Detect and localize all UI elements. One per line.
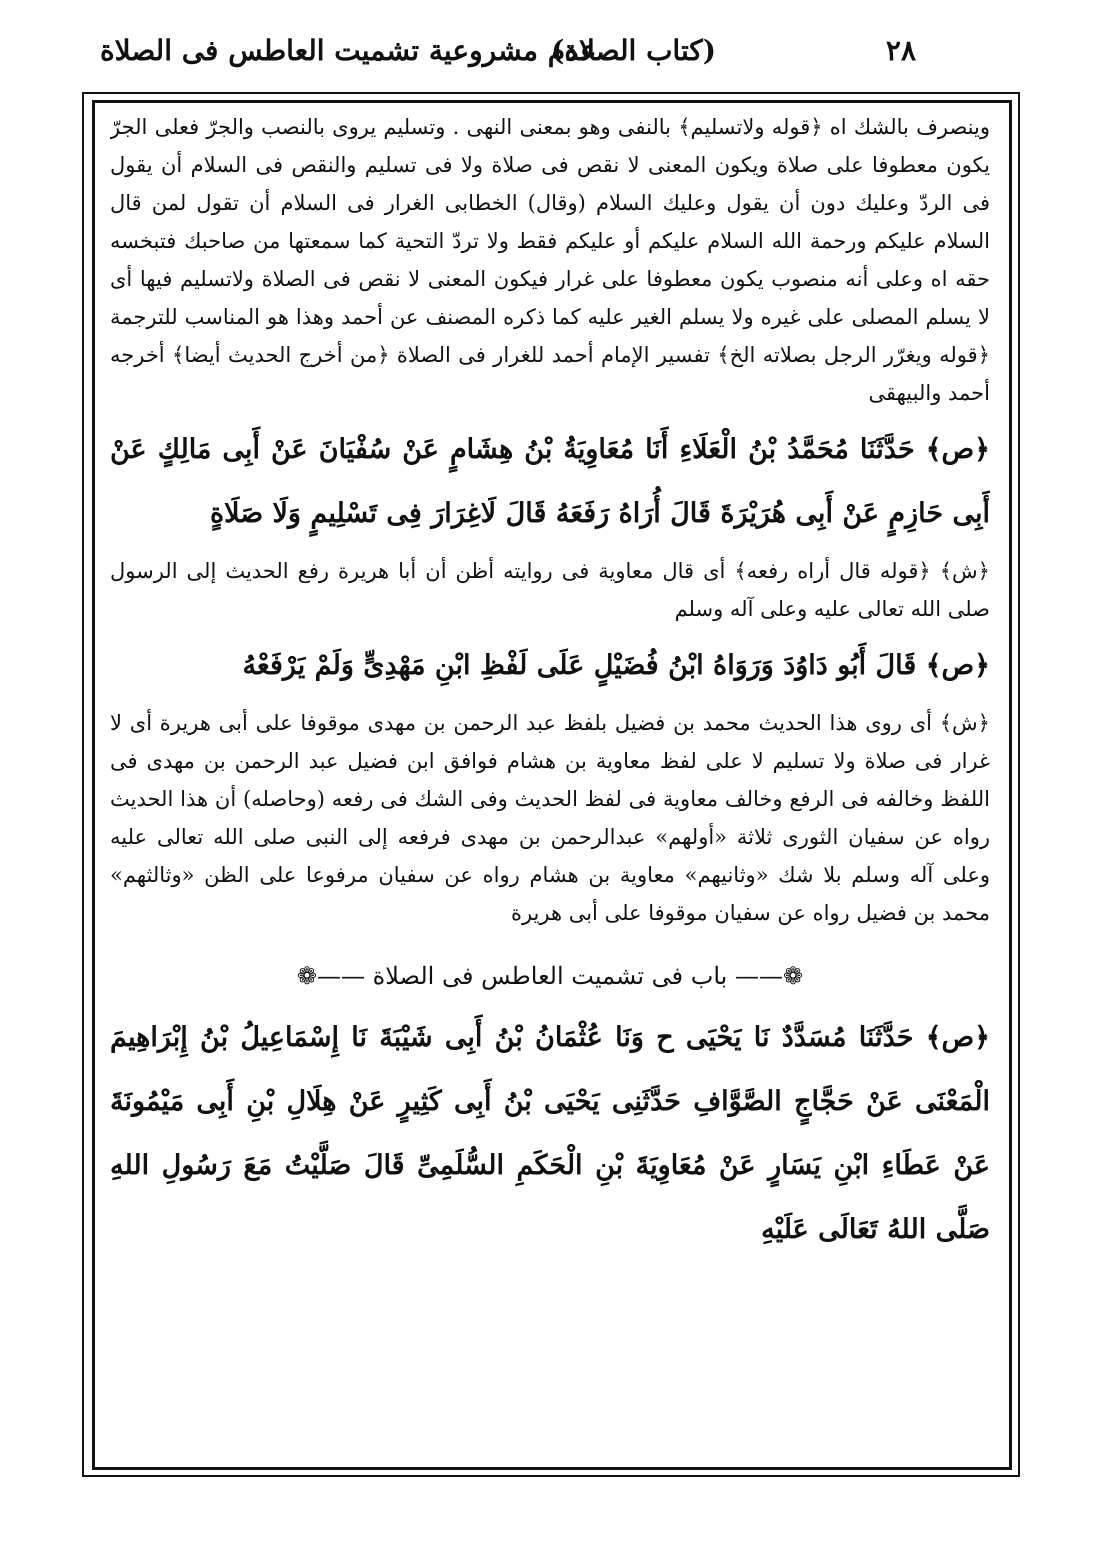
chapter-title: عدم مشروعية تشميت العاطس فى الصلاة bbox=[100, 34, 597, 67]
chapter-divider bbox=[110, 956, 990, 996]
commentary-paragraph: وينصرف بالشك اه ﴿قوله ولاتسليم﴾ بالنفى وهو بمعنى النهى . وتسليم يروى بالنصب والجرّ فعلى الجرّ يكون معطوفا على صلاة ويكون المعنى لا نقص فى صلاة ولا فى تسليم والنقص فى السلام أن يقول فى الردّ وعليك دون أن يقول وعليك السلام (وقال) الخطابى الغرار فى السلام أن تقول لمن قال السلام عليكم ورحمة الله السلام عليكم أو عليكم فقط ولا تردّ التحية كما سمعتها من صاحبك فتبخسه حقه اه وعلى أنه منصوب يكون معطوفا على غرار فيكون المعنى لا نقص فى الصلاة ولاتسليم فيها أى لا يسلم المصلى على غيره ولا يسلم الغير عليه كما ذكره المصنف عن أحمد وهذا هو المناسب للترجمة ﴿قوله ويغرّر الرجل بصلاته الخ﴾ تفسير الإمام أحمد للغرار فى الصلاة ﴿من أخرج الحديث أيضا﴾ أخرجه أحمد والبيهقى bbox=[110, 115, 990, 405]
hadith-paragraph: ﴿ص﴾ حَدَّثَنَا مُسَدَّدٌ نَا يَحْيَى ح وَنَا عُثْمَانُ بْنُ أَبِى شَيْبَةَ نَا إِسْمَاعِيلُ بْنُ إِبْرَاهِيمَ الْمَعْنَى عَنْ حَجَّاجٍ الصَّوَّافِ حَدَّثَنِى يَحْيَى بْنُ أَبِى كَثِيرٍ عَنْ هِلَالِ بْنِ أَبِى مَيْمُونَةَ عَنْ عَطَاءِ ابْنِ يَسَارٍ عَنْ مُعَاوِيَةَ بْنِ الْحَكَمِ السُّلَمِىِّ قَالَ صَلَّيْتُ مَعَ رَسُولِ اللهِ صَلَّى اللهُ تَعَالَى عَلَيْهِ bbox=[110, 1022, 990, 1245]
commentary-paragraph: ﴿ش﴾ ﴿قوله قال أراه رفعه﴾ أى قال معاوية فى روايته أظن أن أبا هريرة رفع الحديث إلى الرسول صلى الله تعالى عليه وعلى آله وسلم bbox=[110, 559, 990, 621]
divider-title: باب فى تشميت العاطس فى الصلاة bbox=[372, 962, 728, 990]
page-header bbox=[100, 28, 916, 84]
hadith-paragraph: ﴿ص﴾ قَالَ أَبُو دَاوُدَ وَرَوَاهُ ابْنُ فُضَيْلٍ عَلَى لَفْظِ ابْنِ مَهْدِىٍّ وَلَمْ يَرْفَعْهُ bbox=[242, 650, 990, 681]
page-number: ٢٨ bbox=[885, 34, 916, 67]
book-title: (كتاب الصلاة) bbox=[551, 34, 716, 67]
page-body bbox=[110, 108, 990, 1458]
divider-ornament: ❁—— bbox=[735, 962, 804, 990]
divider-ornament: ——❁ bbox=[296, 962, 365, 990]
hadith-paragraph: ﴿ص﴾ حَدَّثَنَا مُحَمَّدُ بْنُ الْعَلَاءِ أَنَا مُعَاوِيَةُ بْنُ هِشَامٍ عَنْ سُفْيَانَ عَنْ أَبِى مَالِكٍ عَنْ أَبِى حَازِمٍ عَنْ أَبِى هُرَيْرَةَ قَالَ أُرَاهُ رَفَعَهُ قَالَ لَاغِرَارَ فِى تَسْلِيمٍ وَلَا صَلَاةٍ bbox=[110, 434, 990, 529]
commentary-paragraph: ﴿ش﴾ أى روى هذا الحديث محمد بن فضيل بلفظ عبد الرحمن بن مهدى موقوفا على أبى هريرة أى لا غرار فى صلاة ولا تسليم لا على لفظ معاوية بن هشام فوافق ابن فضيل عبد الرحمن بن مهدى فى اللفظ وخالفه فى الرفع وخالف معاوية فى لفظ الحديث وفى الشك فى رفعه (وحاصله) أن هذا الحديث رواه عن سفيان الثورى ثلاثة «أولهم» عبدالرحمن بن مهدى فرفعه إلى النبى صلى الله تعالى عليه وعلى آله وسلم بلا شك «وثانيهم» معاوية بن هشام رواه عن سفيان مرفوعا على الظن «وثالثهم» محمد بن فضيل رواه عن سفيان موقوفا على أبى هريرة bbox=[110, 711, 990, 925]
